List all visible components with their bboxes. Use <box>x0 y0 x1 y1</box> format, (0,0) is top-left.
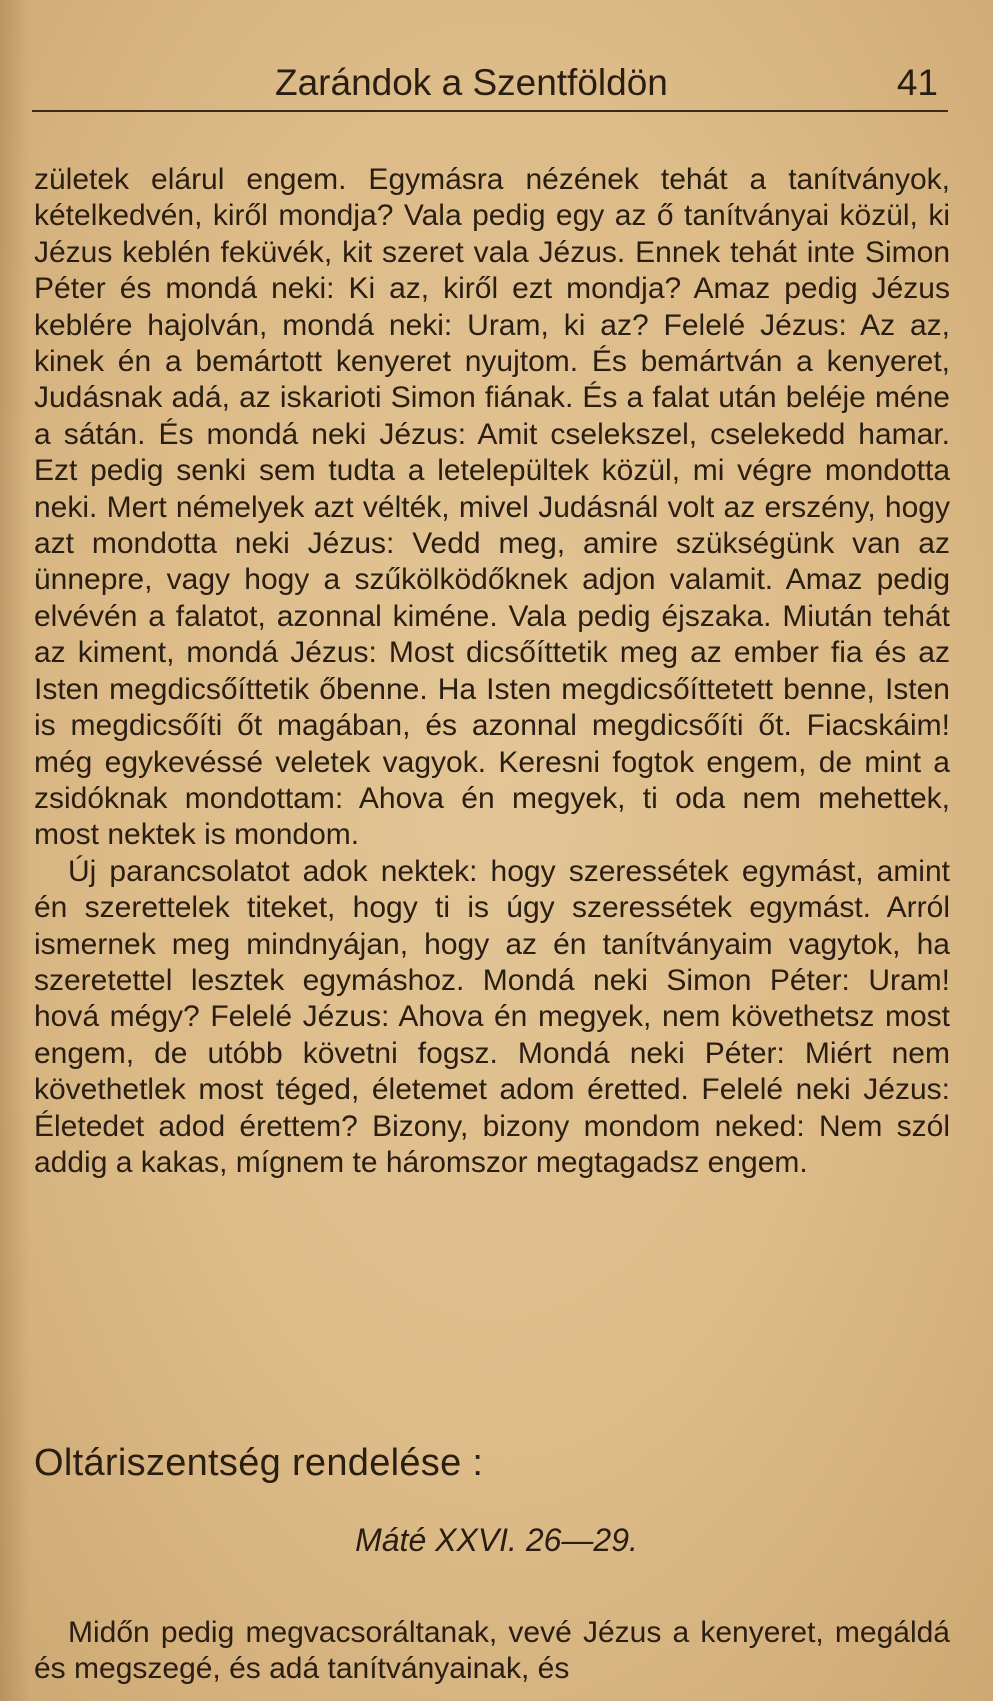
running-head <box>275 58 938 108</box>
header-rule <box>32 110 948 112</box>
paragraph-1: zületek elárul engem. Egymásra nézének tehát a tanítványok, kételkedvén, kiről mondja? Vala pedig egy az ő tanítványai közül, ki Jézus keblén feküvék, kit szeret vala Jézus. Ennek tehát inte Simon Péter és mondá neki: Ki az, kiről ezt mondja? Amaz pedig Jézus keblére hajolván, mondá neki: Uram, ki az? Felelé Jézus: Az az, kinek én a bemártott kenyeret nyujtom. És bemártván a kenyeret, Judásnak adá, az iskarioti Simon fiának. És a falat után beléje méne a sátán. És mondá neki Jézus: Amit cselekszel, cselekedd hamar. Ezt pedig senki sem tudta a letelepültek közül, mi végre mondotta neki. Mert némelyek azt vélték, mivel Judásnál volt az erszény, hogy azt mondotta neki Jézus: Vedd meg, amire szükségünk van az ünnepre, vagy hogy a szűkölködőknek adjon valamit. Amaz pedig elvévén a falatot, azonnal kiméne. Vala pedig éjszaka. Miután tehát az kiment, mondá Jézus: Most dicsőíttetik meg az ember fia és az Isten megdicsőíttetik őbenne. Ha Isten megdicsőíttetett benne, Isten is megdicsőíti őt magában, és azonnal megdicsőíti őt. Fiacskáim! még egykevéssé veletek vagyok. Keresni fogtok engem, de mint a zsidóknak mondottam: Ahova én megyek, ti oda nem mehettek, most nektek is mondom. <box>34 163 950 852</box>
body-text <box>34 162 950 1181</box>
section-paragraph: Midőn pedig megvacsoráltanak, vevé Jézus a kenyeret, megáldá és megszegé, és adá tanítványainak, és <box>34 1616 950 1686</box>
scripture-citation: Máté XXVI. 26—29. <box>355 1522 638 1558</box>
paragraph-2: Új parancsolatot adok nektek: hogy szeressétek egymást, amint én szerettelek titeket, hogy ti is úgy szeressétek egymást. Arról ismernek meg mindnyájan, hogy az én tanítványaim vagytok, ha szeretettel lesztek egymáshoz. Mondá neki Simon Péter: Uram! hová mégy? Felelé Jézus: Ahova én megyek, nem követhetsz most engem, de utóbb követni fogsz. Mondá neki Péter: Miért nem követhetlek most téged, életemet adom éretted. Felelé neki Jézus: Életedet adod érettem? Bizony, bizony mondom neked: Nem szól addig a kakas, mígnem te háromszor megtagadsz engem. <box>34 854 950 1179</box>
section-heading: Oltáriszentség rendelése : <box>34 1442 484 1484</box>
page-number: 41 <box>896 62 938 103</box>
running-title: Zarándok a Szentföldön <box>275 62 668 103</box>
